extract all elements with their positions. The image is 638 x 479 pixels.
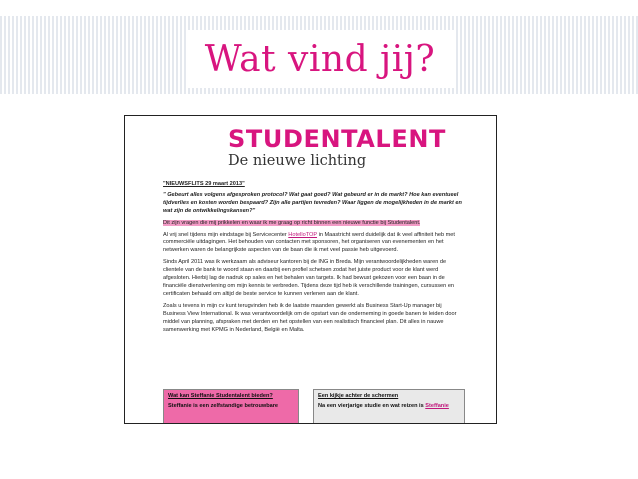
quote-paragraph: " Gebeurt alles volgens afgesproken protocol? Wat gaat goed? Wat gebeurd er in de markt? Hoe kan eventueel tijdverlies en kosten worden bespaard? Zijn alle partijen tevreden? Waar liggen de mogelijkheden in de markt en wat zijn de ontwikkelingskansen?" xyxy=(163,191,462,214)
paragraph-hotellotop xyxy=(163,232,463,256)
newsflash-heading: "NIEUWSFLITS 29 maart 2013" xyxy=(163,181,245,187)
paragraph-ing: Sinds April 2011 was ik werkzaam als adviseur kantoren bij de ING in Breda. Mijn verantwoordelijkheden waren de clientele van de bank te woord staan en daarbij een profiel schetsen zodat het juiste product voor de klant werd afgesloten. Hierbij lag de nadruk op sales en het behalen van targets. Ik had bewust gekozen voor een baan in de financiële dienstverlening om mijn kennis te verbreden. Tijdens deze tijd heb ik verschillende trainingen, cursussen en certificaten behaald om altijd de beste service te kunnen verlenen aan de klant. xyxy=(163,259,455,297)
slide-title: Wat vind jij? xyxy=(204,38,436,80)
box-left-body: Steffanie is een zelfstandige betrouwbare xyxy=(168,403,279,409)
hotellotop-link[interactable]: HotelloTOP xyxy=(288,231,318,238)
box-what-can-offer xyxy=(163,389,299,424)
embedded-document-image xyxy=(124,115,497,424)
box-right-title: Een kijkje achter de schermen xyxy=(318,393,399,399)
steffanie-link[interactable]: Steffanie xyxy=(425,403,449,409)
document-body xyxy=(163,126,463,338)
box-right-text: Na een vierjarige studie en wat reizen is xyxy=(318,403,426,409)
box-right-body xyxy=(318,403,460,409)
document-info-boxes xyxy=(163,389,463,424)
slide-title-box xyxy=(186,30,454,88)
paragraph-text: in Maastricht werd duidelijk dat ik veel affiniteit heb met commerciële uitdagingen. Het behouden van contacten met sponsoren, het organiseren van evenementen en het netwerken waren de belangrijkste aspecten van de baan die ik met veel passie heb uitgevoerd. xyxy=(163,231,455,254)
intro-paragraph xyxy=(163,220,463,228)
paragraph-text: Al vrij snel tijdens mijn eindstage bij Servicecenter xyxy=(163,231,289,238)
document-subtitle: De nieuwe lichting xyxy=(228,153,367,169)
box-left-title: Wat kan Steffanie Studentalent bieden? xyxy=(168,393,273,399)
paragraph-business-view: Zoals u tevens in mijn cv kunt terugvinden heb ik de laatste maanden gewerkt als Business Start-Up manager bij Business View International. Ik was verantwoordelijk om de opstart van de onderneming in goede banen te leiden door middel van planning, afspraken met derden en het opstellen van een realistisch financieel plan. Dit alles in nauwe samenwerking met KPMG in Nederland, België en Malta. xyxy=(163,302,457,333)
document-brand-title: STUDENTALENT xyxy=(228,125,446,153)
intro-highlight: Dit zijn vragen die mij prikkelen en waar ik me graag op richt binnen een nieuwe functie bij Studentalent. xyxy=(163,219,421,226)
box-behind-the-scenes xyxy=(313,389,465,424)
